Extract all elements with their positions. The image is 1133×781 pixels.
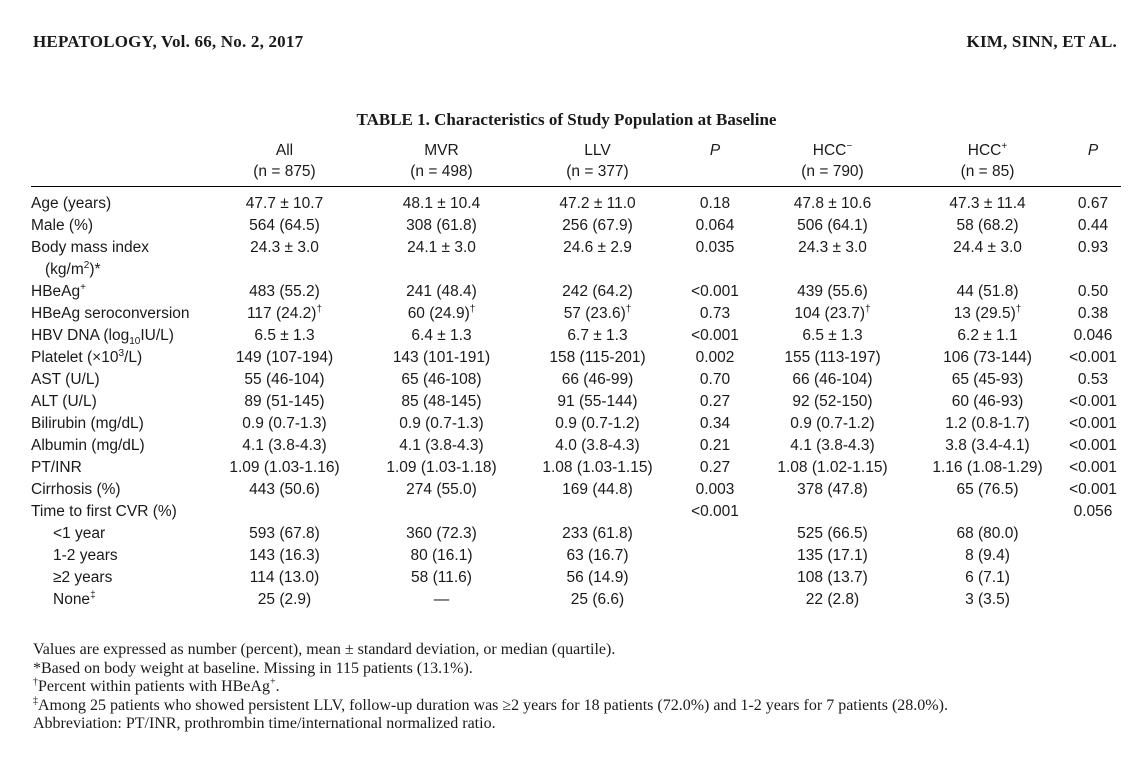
row-label: HBeAg seroconversion (31, 305, 190, 322)
cell-hcc-negative: 1.08 (1.02-1.15) (777, 459, 888, 476)
cell-llv: 256 (67.9) (562, 217, 633, 234)
cell-all: 24.3 ± 3.0 (250, 239, 319, 256)
cell-p-hcc (1065, 523, 1121, 545)
cell-hcc-positive: 60 (46-93) (951, 393, 1024, 410)
table-row (31, 281, 1121, 303)
cell-mvr: 308 (61.8) (406, 217, 477, 234)
authors-running-head: KIM, SINN, ET AL. (966, 32, 1117, 51)
cell-hcc-positive: 65 (45-93) (951, 371, 1024, 388)
cell-all: 47.7 ± 10.7 (245, 195, 324, 212)
cell-p-hcc: 0.50 (1077, 283, 1109, 300)
row-label: <1 year (53, 525, 106, 542)
cell-p-virologic (675, 545, 755, 567)
cell-mvr: 85 (48-145) (401, 393, 482, 410)
cell-all: 149 (107-194) (235, 349, 334, 366)
footnote-body-mass-index: *Based on body weight at baseline. Missing in 115 patients (13.1%). (33, 659, 473, 677)
footnote-hbeag-percent: †Percent within patients with HBeAg+. (33, 676, 280, 696)
column-header-all: All (275, 142, 294, 159)
column-header-p-hcc: P (1087, 142, 1099, 159)
cell-mvr: 48.1 ± 10.4 (402, 195, 481, 212)
cell-llv: 24.6 ± 2.9 (563, 239, 632, 256)
cell-hcc-positive: 44 (51.8) (956, 283, 1019, 300)
table-footnotes (33, 641, 1113, 734)
row-label: AST (U/L) (31, 371, 100, 388)
table-row (31, 413, 1121, 435)
row-label: Body mass index $(kg/m^2)*$ (31, 239, 150, 278)
cell-p-hcc: 0.44 (1077, 217, 1109, 234)
cell-hcc-negative: 439 (55.6) (797, 283, 868, 300)
column-count-p-hcc (1065, 161, 1121, 187)
cell-all: 117 (24.2)† (246, 303, 323, 322)
row-label: HBeAg+ (31, 281, 86, 300)
cell-p-virologic: 0.003 (695, 481, 735, 498)
column-header-llv: LLV (584, 142, 611, 159)
cell-llv: 91 (55-144) (557, 393, 638, 410)
cell-all: 55 (46-104) (244, 371, 325, 388)
cell-llv: 158 (115-201) (549, 349, 646, 366)
cell-hcc-negative: 4.1 (3.8-4.3) (790, 437, 875, 454)
cell-mvr: 241 (48.4) (406, 283, 477, 300)
row-label: 1-2 years (53, 547, 118, 564)
cell-p-hcc (1065, 567, 1121, 589)
cell-hcc-negative: 24.3 ± 3.0 (798, 239, 867, 256)
cell-llv: 4.0 (3.8-4.3) (555, 437, 640, 454)
cell-all: 89 (51-145) (244, 393, 325, 410)
table-row (31, 501, 1121, 523)
cell-all: 143 (16.3) (249, 547, 320, 564)
cell-llv: 242 (64.2) (562, 283, 633, 300)
column-header-mvr: MVR (424, 142, 459, 159)
cell-mvr: 143 (101-191) (392, 349, 491, 366)
cell-all: 25 (2.9) (257, 591, 312, 608)
table-row (31, 325, 1121, 347)
cell-hcc-positive: 58 (68.2) (956, 217, 1019, 234)
cell-p-virologic: <0.001 (691, 503, 739, 520)
row-label: PT/INR (31, 459, 82, 476)
header-corner-2 (31, 161, 206, 187)
row-label: Bilirubin (mg/dL) (31, 415, 144, 432)
cell-llv: 66 (46-99) (561, 371, 634, 388)
cell-mvr: 24.1 ± 3.0 (407, 239, 476, 256)
cell-hcc-negative: 6.5 ± 1.3 (802, 327, 863, 344)
column-count-all: (n = 875) (206, 161, 363, 187)
column-count-llv: (n = 377) (520, 161, 675, 187)
cell-p-hcc: 0.93 (1077, 239, 1109, 256)
column-count-p-virologic (675, 161, 755, 187)
table-header-row-counts (31, 161, 1121, 187)
footnote-values: Values are expressed as number (percent), mean ± standard deviation, or median (quartile). (33, 641, 616, 658)
cell-hcc-positive (910, 501, 1065, 523)
cell-hcc-positive: 106 (73-144) (943, 349, 1032, 366)
column-header-p-virologic: P (709, 142, 721, 159)
footnote-abbreviation: Abbreviation: PT/INR, prothrombin time/international normalized ratio. (33, 715, 496, 733)
cell-hcc-negative: 155 (113-197) (784, 349, 881, 366)
cell-llv: 1.08 (1.03-1.15) (542, 459, 653, 476)
cell-hcc-positive: 24.4 ± 3.0 (953, 239, 1022, 256)
cell-all (206, 501, 363, 523)
cell-hcc-negative: 108 (13.7) (797, 569, 868, 586)
cell-hcc-positive: 65 (76.5) (956, 481, 1019, 498)
cell-mvr: 58 (11.6) (411, 569, 472, 586)
cell-hcc-positive: 68 (80.0) (956, 525, 1019, 542)
cell-all: 564 (64.5) (249, 217, 320, 234)
cell-hcc-positive: 3 (3.5) (965, 591, 1010, 608)
cell-mvr: 80 (16.1) (410, 547, 473, 564)
cell-p-hcc: <0.001 (1069, 481, 1117, 498)
cell-mvr: 0.9 (0.7-1.3) (399, 415, 484, 432)
cell-llv: 63 (16.7) (566, 547, 629, 564)
row-label: Time to first CVR (%) (31, 503, 177, 520)
table-row (31, 589, 1121, 611)
cell-p-virologic: 0.064 (695, 217, 735, 234)
cell-hcc-negative: 525 (66.5) (797, 525, 868, 542)
cell-hcc-negative: 0.9 (0.7-1.2) (790, 415, 875, 432)
table-row (31, 237, 1121, 281)
cell-p-hcc: <0.001 (1069, 415, 1117, 432)
cell-mvr: 1.09 (1.03-1.18) (386, 459, 497, 476)
cell-hcc-positive: 1.16 (1.08-1.29) (932, 459, 1043, 476)
row-label: Age (years) (31, 195, 112, 212)
table-header-row-names (31, 140, 1121, 161)
cell-hcc-negative: 92 (52-150) (792, 393, 873, 410)
cell-hcc-negative: 135 (17.1) (797, 547, 868, 564)
cell-hcc-negative: 66 (46-104) (792, 371, 873, 388)
table-row (31, 369, 1121, 391)
table-row (31, 391, 1121, 413)
cell-p-virologic: 0.18 (699, 195, 731, 212)
cell-p-virologic: 0.73 (699, 305, 731, 322)
cell-all: 1.09 (1.03-1.16) (229, 459, 340, 476)
row-label: ≥2 years (53, 569, 113, 586)
cell-llv: 25 (6.6) (570, 591, 625, 608)
cell-hcc-positive: 6.2 ± 1.1 (957, 327, 1018, 344)
cell-all: 114 (13.0) (249, 569, 320, 586)
column-count-hcc-negative: (n = 790) (755, 161, 910, 187)
cell-p-virologic: 0.035 (695, 239, 735, 256)
header-corner (31, 140, 206, 161)
table-row (31, 215, 1121, 237)
cell-p-hcc: <0.001 (1069, 393, 1117, 410)
cell-p-hcc: <0.001 (1069, 459, 1117, 476)
column-header-hcc-positive: HCC+ (967, 140, 1008, 159)
cell-p-virologic: <0.001 (691, 283, 739, 300)
column-count-hcc-positive: (n = 85) (910, 161, 1065, 187)
cell-mvr: 60 (24.9)† (407, 303, 476, 322)
cell-hcc-negative: 22 (2.8) (805, 591, 860, 608)
table-row (31, 303, 1121, 325)
cell-llv (520, 501, 675, 523)
row-label: None‡ (53, 589, 96, 608)
cell-mvr: — (433, 591, 450, 608)
table-title: TABLE 1. Characteristics of Study Population at Baseline (356, 110, 777, 129)
cell-hcc-negative (755, 501, 910, 523)
cell-hcc-negative: 378 (47.8) (797, 481, 868, 498)
cell-p-virologic: 0.70 (699, 371, 731, 388)
row-label: Platelet $(\times 10^3/L)$ (31, 347, 143, 366)
table-row (31, 567, 1121, 589)
cell-hcc-positive: 8 (9.4) (965, 547, 1010, 564)
cell-p-virologic: 0.002 (695, 349, 735, 366)
cell-mvr (363, 501, 520, 523)
column-header-hcc-negative: HCC− (812, 140, 853, 159)
cell-llv: 57 (23.6)† (563, 303, 632, 322)
cell-p-hcc (1065, 589, 1121, 611)
cell-hcc-positive: 13 (29.5)† (953, 303, 1022, 322)
cell-llv: 169 (44.8) (562, 481, 633, 498)
cell-all: 443 (50.6) (249, 481, 320, 498)
cell-p-virologic (675, 523, 755, 545)
cell-p-hcc (1065, 545, 1121, 567)
cell-hcc-positive: 47.3 ± 11.4 (949, 195, 1026, 212)
table-row (31, 435, 1121, 457)
cell-p-virologic: 0.27 (699, 393, 731, 410)
table-row (31, 187, 1121, 216)
cell-mvr: 274 (55.0) (406, 481, 477, 498)
cell-p-hcc: <0.001 (1069, 349, 1117, 366)
cell-hcc-negative: 506 (64.1) (797, 217, 868, 234)
journal-running-head: HEPATOLOGY, Vol. 66, No. 2, 2017 (33, 32, 304, 51)
table-row (31, 523, 1121, 545)
cell-llv: 0.9 (0.7-1.2) (555, 415, 640, 432)
cell-p-virologic: 0.27 (699, 459, 731, 476)
footnote-persistent-llv: ‡Among 25 patients who showed persistent LLV, follow-up duration was ≥2 years for 18 patients (72.0%) and 1-2 years for 7 patients (28.0%). (33, 695, 948, 714)
table-row (31, 347, 1121, 369)
cell-hcc-positive: 1.2 (0.8-1.7) (945, 415, 1030, 432)
cell-all: 483 (55.2) (249, 283, 320, 300)
cell-all: 593 (67.8) (249, 525, 320, 542)
table-row (31, 479, 1121, 501)
cell-p-virologic (675, 567, 755, 589)
cell-all: 0.9 (0.7-1.3) (242, 415, 327, 432)
cell-hcc-positive: 6 (7.1) (965, 569, 1010, 586)
table-row (31, 545, 1121, 567)
cell-all: 6.5 ± 1.3 (254, 327, 315, 344)
cell-mvr: 65 (46-108) (401, 371, 482, 388)
cell-llv: 6.7 ± 1.3 (567, 327, 628, 344)
cell-mvr: 6.4 ± 1.3 (411, 327, 472, 344)
cell-p-hcc: <0.001 (1069, 437, 1117, 454)
table-row (31, 457, 1121, 479)
table-body (31, 187, 1121, 612)
cell-hcc-negative: 104 (23.7)† (794, 303, 871, 322)
cell-p-hcc: 0.38 (1077, 305, 1109, 322)
cell-p-hcc: 0.056 (1073, 503, 1113, 520)
cell-hcc-negative: 47.8 ± 10.6 (793, 195, 872, 212)
cell-llv: 47.2 ± 11.0 (559, 195, 636, 212)
cell-llv: 56 (14.9) (566, 569, 629, 586)
cell-p-hcc: 0.046 (1073, 327, 1113, 344)
cell-mvr: 360 (72.3) (406, 525, 477, 542)
cell-llv: 233 (61.8) (562, 525, 633, 542)
characteristics-table (31, 140, 1121, 611)
column-count-mvr: (n = 498) (363, 161, 520, 187)
cell-p-hcc: 0.67 (1077, 195, 1109, 212)
row-label: Albumin (mg/dL) (31, 437, 145, 454)
cell-hcc-positive: 3.8 (3.4-4.1) (945, 437, 1030, 454)
row-label: HBV DNA $(\log_{10}IU/L)$ (31, 327, 174, 348)
cell-mvr: 4.1 (3.8-4.3) (399, 437, 484, 454)
cell-p-virologic: 0.21 (699, 437, 731, 454)
row-label: Male (%) (31, 217, 94, 234)
cell-p-hcc: 0.53 (1077, 371, 1109, 388)
cell-p-virologic (675, 589, 755, 611)
cell-p-virologic: <0.001 (691, 327, 739, 344)
cell-all: 4.1 (3.8-4.3) (242, 437, 327, 454)
row-label: Cirrhosis (%) (31, 481, 121, 498)
row-label: ALT (U/L) (31, 393, 97, 410)
cell-p-virologic: 0.34 (699, 415, 731, 432)
